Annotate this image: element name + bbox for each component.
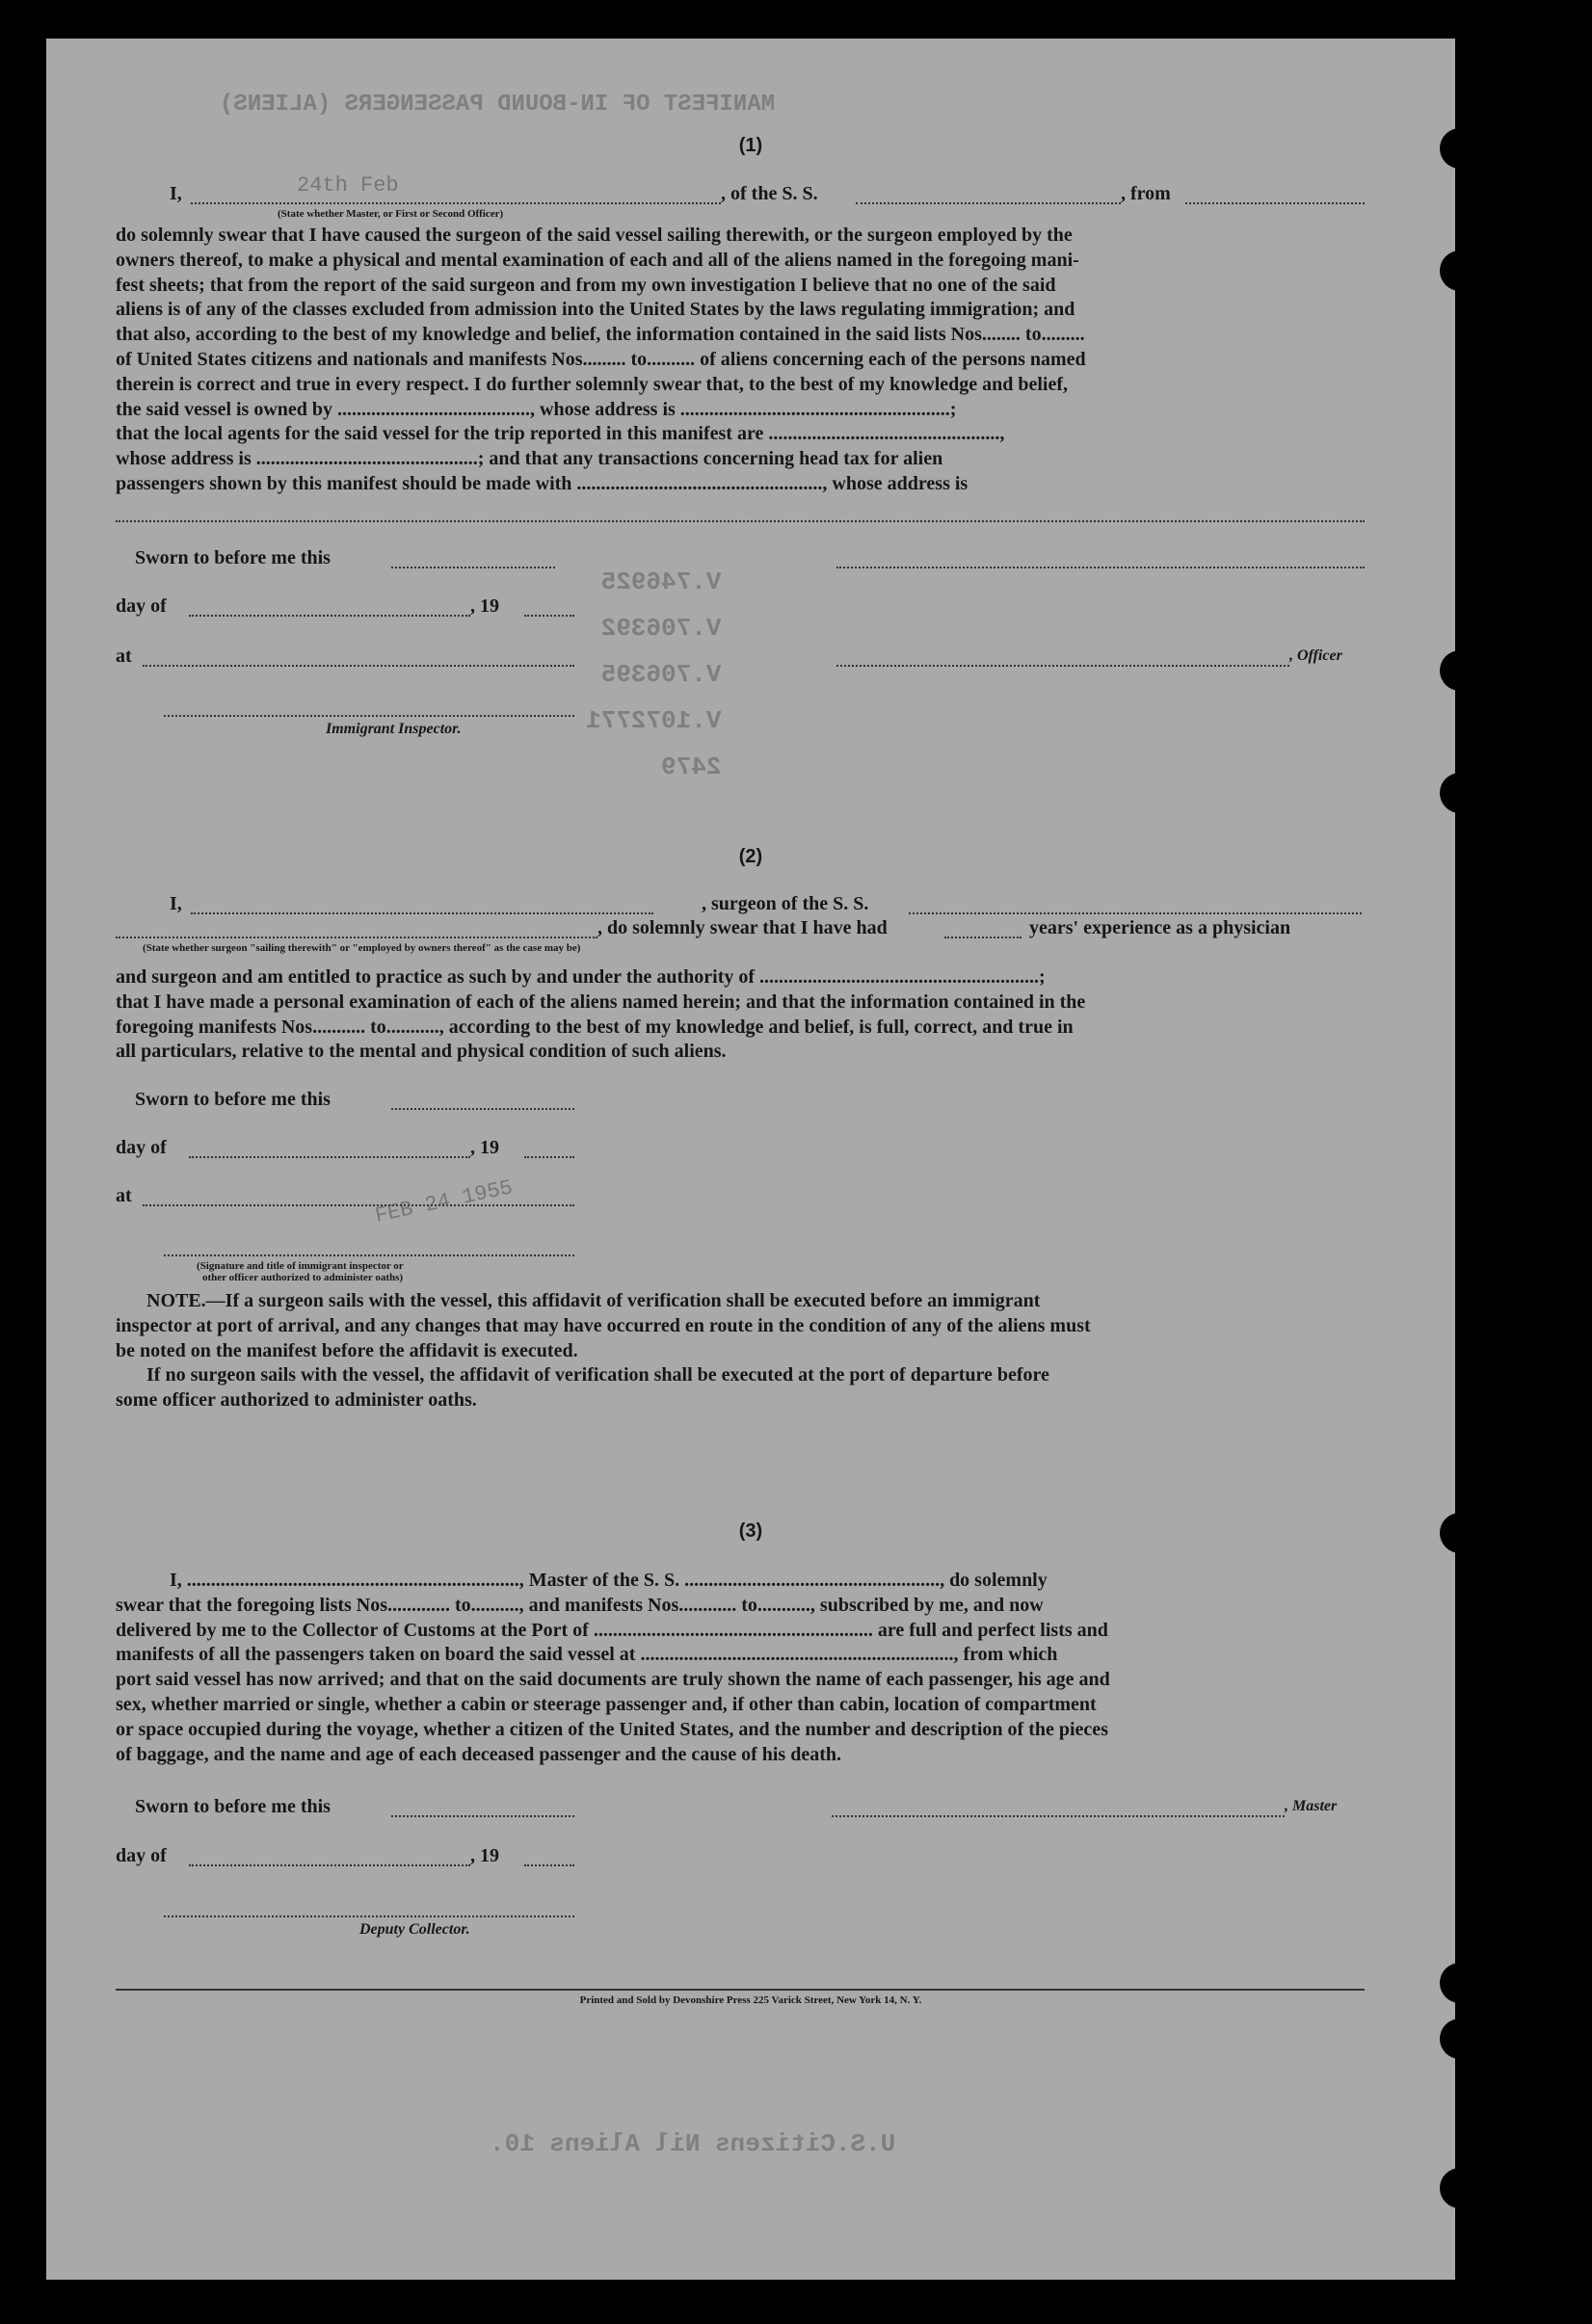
s1-oath-text bbox=[116, 224, 1364, 497]
text-line: aliens is of any of the classes excluded from admission into the United States by the laws regulating immigration; and bbox=[116, 299, 1075, 321]
bleed-through-typed-entries: V.746925 V.706392 V.706395 V.1072771 2479 bbox=[586, 568, 722, 781]
text-line: If no surgeon sails with the vessel, the affidavit of verification shall be executed at the port of departure before bbox=[146, 1364, 1049, 1386]
s2-day-label: day of bbox=[116, 1137, 167, 1158]
s1-year-label: , 19 bbox=[470, 595, 499, 617]
text-line: all particulars, relative to the mental and physical condition of such aliens. bbox=[116, 1041, 727, 1063]
s2-surgeon-name-field[interactable] bbox=[191, 912, 653, 914]
section-3-number: (3) bbox=[738, 1520, 763, 1542]
punch-hole bbox=[1440, 251, 1455, 291]
bleed-through-header: MANIFEST OF IN-BOUND PASSENGERS (ALIENS) bbox=[220, 92, 776, 118]
s2-at-label: at bbox=[116, 1185, 132, 1206]
s1-from-field[interactable] bbox=[1185, 202, 1365, 204]
text-line: that I have made a personal examination of each of the aliens named herein; and that the information contained in the bbox=[116, 990, 1086, 1013]
text-line: of United States citizens and nationals and manifests Nos......... to.......... of aliens concerning each of the persons named bbox=[116, 348, 1086, 370]
text-line: the said vessel is owned by ........................................, whose address is ........................................................; bbox=[116, 398, 957, 420]
s3-sworn-label: Sworn to before me this bbox=[135, 1796, 331, 1817]
text-line: or space occupied during the voyage, whether a citizen of the United States, and the number and description of the pieces bbox=[116, 1718, 1108, 1740]
s1-of-ss-label: , of the S. S. bbox=[721, 183, 818, 204]
punch-hole bbox=[1440, 2168, 1455, 2208]
punch-hole bbox=[1440, 773, 1455, 813]
text-line: that the local agents for the said vessel for the trip reported in this manifest are ................................................, bbox=[116, 423, 1005, 445]
s3-day-label: day of bbox=[116, 1845, 167, 1866]
section-1-number: (1) bbox=[738, 135, 763, 156]
s3-sworn-field[interactable] bbox=[391, 1815, 574, 1817]
received-stamp: FEB 24 1955 bbox=[372, 1175, 516, 1228]
s3-day-field[interactable] bbox=[189, 1864, 470, 1866]
s2-years-field[interactable] bbox=[944, 937, 1022, 938]
s1-inspector-label: Immigrant Inspector. bbox=[326, 721, 462, 737]
s1-year-field[interactable] bbox=[524, 615, 574, 617]
s3-master-label: , Master bbox=[1285, 1798, 1338, 1814]
s2-swear-label: , do solemnly swear that I have had bbox=[597, 917, 888, 938]
s2-title-field[interactable] bbox=[116, 937, 597, 938]
s1-from-label: , from bbox=[1121, 183, 1171, 204]
footer-rule bbox=[116, 1989, 1365, 1991]
text-line: some officer authorized to administer oaths. bbox=[116, 1389, 477, 1412]
s3-year-field[interactable] bbox=[524, 1864, 574, 1866]
text-line: I, ....................................................................., Master of the S. S. ....................................................., do solemnly bbox=[170, 1570, 1048, 1591]
s1-at-label: at bbox=[116, 646, 132, 667]
s2-note bbox=[116, 1289, 1364, 1413]
s2-surgeon-of-label: , surgeon of the S. S. bbox=[702, 893, 869, 914]
s2-year-label: , 19 bbox=[470, 1137, 499, 1158]
text-line: manifests of all the passengers taken on board the said vessel at ................................................................., from which bbox=[116, 1644, 1058, 1666]
s1-officer-label: , Officer bbox=[1289, 647, 1342, 664]
s1-at-field[interactable] bbox=[143, 665, 574, 667]
text-line: that also, according to the best of my knowledge and belief, the information contained in the said lists Nos........ to......... bbox=[116, 324, 1085, 346]
text-line: of baggage, and the name and age of each deceased passenger and the cause of his death. bbox=[116, 1743, 841, 1765]
s3-year-label: , 19 bbox=[470, 1845, 499, 1866]
text-line: sex, whether married or single, whether a cabin or steerage passenger and, if other than cabin, location of compartment bbox=[116, 1693, 1097, 1715]
s2-sig-caption-1: (Signature and title of immigrant inspector or bbox=[197, 1260, 404, 1272]
s1-day-field[interactable] bbox=[189, 615, 470, 617]
text-line: swear that the foregoing lists Nos............. to.........., and manifests Nos............ to..........., subscribed by me, and now bbox=[116, 1594, 1044, 1616]
s2-vessel-field[interactable] bbox=[909, 912, 1362, 914]
text-line: passengers shown by this manifest should be made with ..................................................., whose address is bbox=[116, 472, 968, 494]
s2-caption: (State whether surgeon "sailing therewith" or "employed by owners thereof" as the case may be) bbox=[143, 942, 581, 954]
s3-master-signature-field[interactable] bbox=[832, 1815, 1285, 1817]
s2-at-field[interactable] bbox=[143, 1204, 574, 1206]
s3-deputy-signature-field[interactable] bbox=[164, 1915, 574, 1917]
s2-year-field[interactable] bbox=[524, 1156, 574, 1158]
section-2-number: (2) bbox=[738, 846, 763, 867]
text-line: whose address is ..............................................; and that any transactions concerning head tax for alien bbox=[116, 448, 943, 470]
text-line: inspector at port of arrival, and any changes that may have occurred en route in the condition of any of the aliens must bbox=[116, 1314, 1091, 1336]
s1-sworn-label: Sworn to before me this bbox=[135, 547, 331, 568]
s2-signature-field[interactable] bbox=[164, 1254, 574, 1256]
manifest-page bbox=[46, 39, 1455, 2280]
s1-i-label: I, bbox=[170, 183, 182, 204]
s2-sworn-label: Sworn to before me this bbox=[135, 1089, 331, 1110]
punch-hole bbox=[1440, 650, 1455, 691]
s1-caption: (State whether Master, or First or Second Officer) bbox=[278, 208, 504, 220]
punch-hole bbox=[1440, 2019, 1455, 2059]
s3-deputy-label: Deputy Collector. bbox=[359, 1921, 470, 1938]
s2-years-label: years' experience as a physician bbox=[1029, 917, 1291, 938]
s3-oath-text bbox=[116, 1569, 1364, 1767]
printer-credit: Printed and Sold by Devonshire Press 225 Varick Street, New York 14, N. Y. bbox=[579, 1994, 922, 2006]
s1-officer-name-field[interactable] bbox=[191, 202, 721, 204]
text-line: do solemnly swear that I have caused the surgeon of the said vessel sailing therewith, or the surgeon employed by the bbox=[116, 224, 1073, 246]
text-line: port said vessel has now arrived; and that on the said documents are truly shown the name of each passenger, his age and bbox=[116, 1669, 1110, 1691]
s1-officer-field[interactable] bbox=[836, 665, 1289, 667]
s2-sworn-field[interactable] bbox=[391, 1108, 574, 1110]
text-line: and surgeon and am entitled to practice as such by and under the authority of ..........................................................; bbox=[116, 966, 1046, 988]
s1-vessel-field[interactable] bbox=[856, 202, 1121, 204]
s2-i-label: I, bbox=[170, 893, 182, 914]
s1-day-label: day of bbox=[116, 595, 167, 617]
s1-sworn-field[interactable] bbox=[391, 567, 555, 568]
bleed-through-bottom: U.S.Citizens Nil Aliens 10. bbox=[490, 2129, 896, 2158]
text-line: fest sheets; that from the report of the said surgeon and from my own investigation I believe that no one of the said bbox=[116, 274, 1056, 296]
s1-inspector-signature-field[interactable] bbox=[164, 715, 574, 717]
text-line: NOTE.—If a surgeon sails with the vessel, this affidavit of verification shall be executed before an immigrant bbox=[146, 1290, 1041, 1311]
s1-officer-signature-field[interactable] bbox=[836, 567, 1365, 568]
text-line: foregoing manifests Nos........... to..........., according to the best of my knowledge and belief, is full, correct, and true in bbox=[116, 1016, 1074, 1038]
s1-address-field[interactable] bbox=[116, 520, 1365, 522]
s1-handwritten-date: 24th Feb bbox=[297, 173, 399, 198]
text-line: therein is correct and true in every respect. I do further solemnly swear that, to the best of my knowledge and belief, bbox=[116, 373, 1069, 395]
text-line: owners thereof, to make a physical and mental examination of each and all of the aliens named in the foregoing mani- bbox=[116, 249, 1079, 271]
s2-day-field[interactable] bbox=[189, 1156, 470, 1158]
text-line: be noted on the manifest before the affidavit is executed. bbox=[116, 1339, 578, 1361]
text-line: delivered by me to the Collector of Customs at the Port of .......................................................... are full and perfect lists and bbox=[116, 1619, 1108, 1641]
s2-sig-caption-2: other officer authorized to administer oaths) bbox=[202, 1272, 404, 1283]
s2-oath-text bbox=[116, 965, 1364, 1065]
